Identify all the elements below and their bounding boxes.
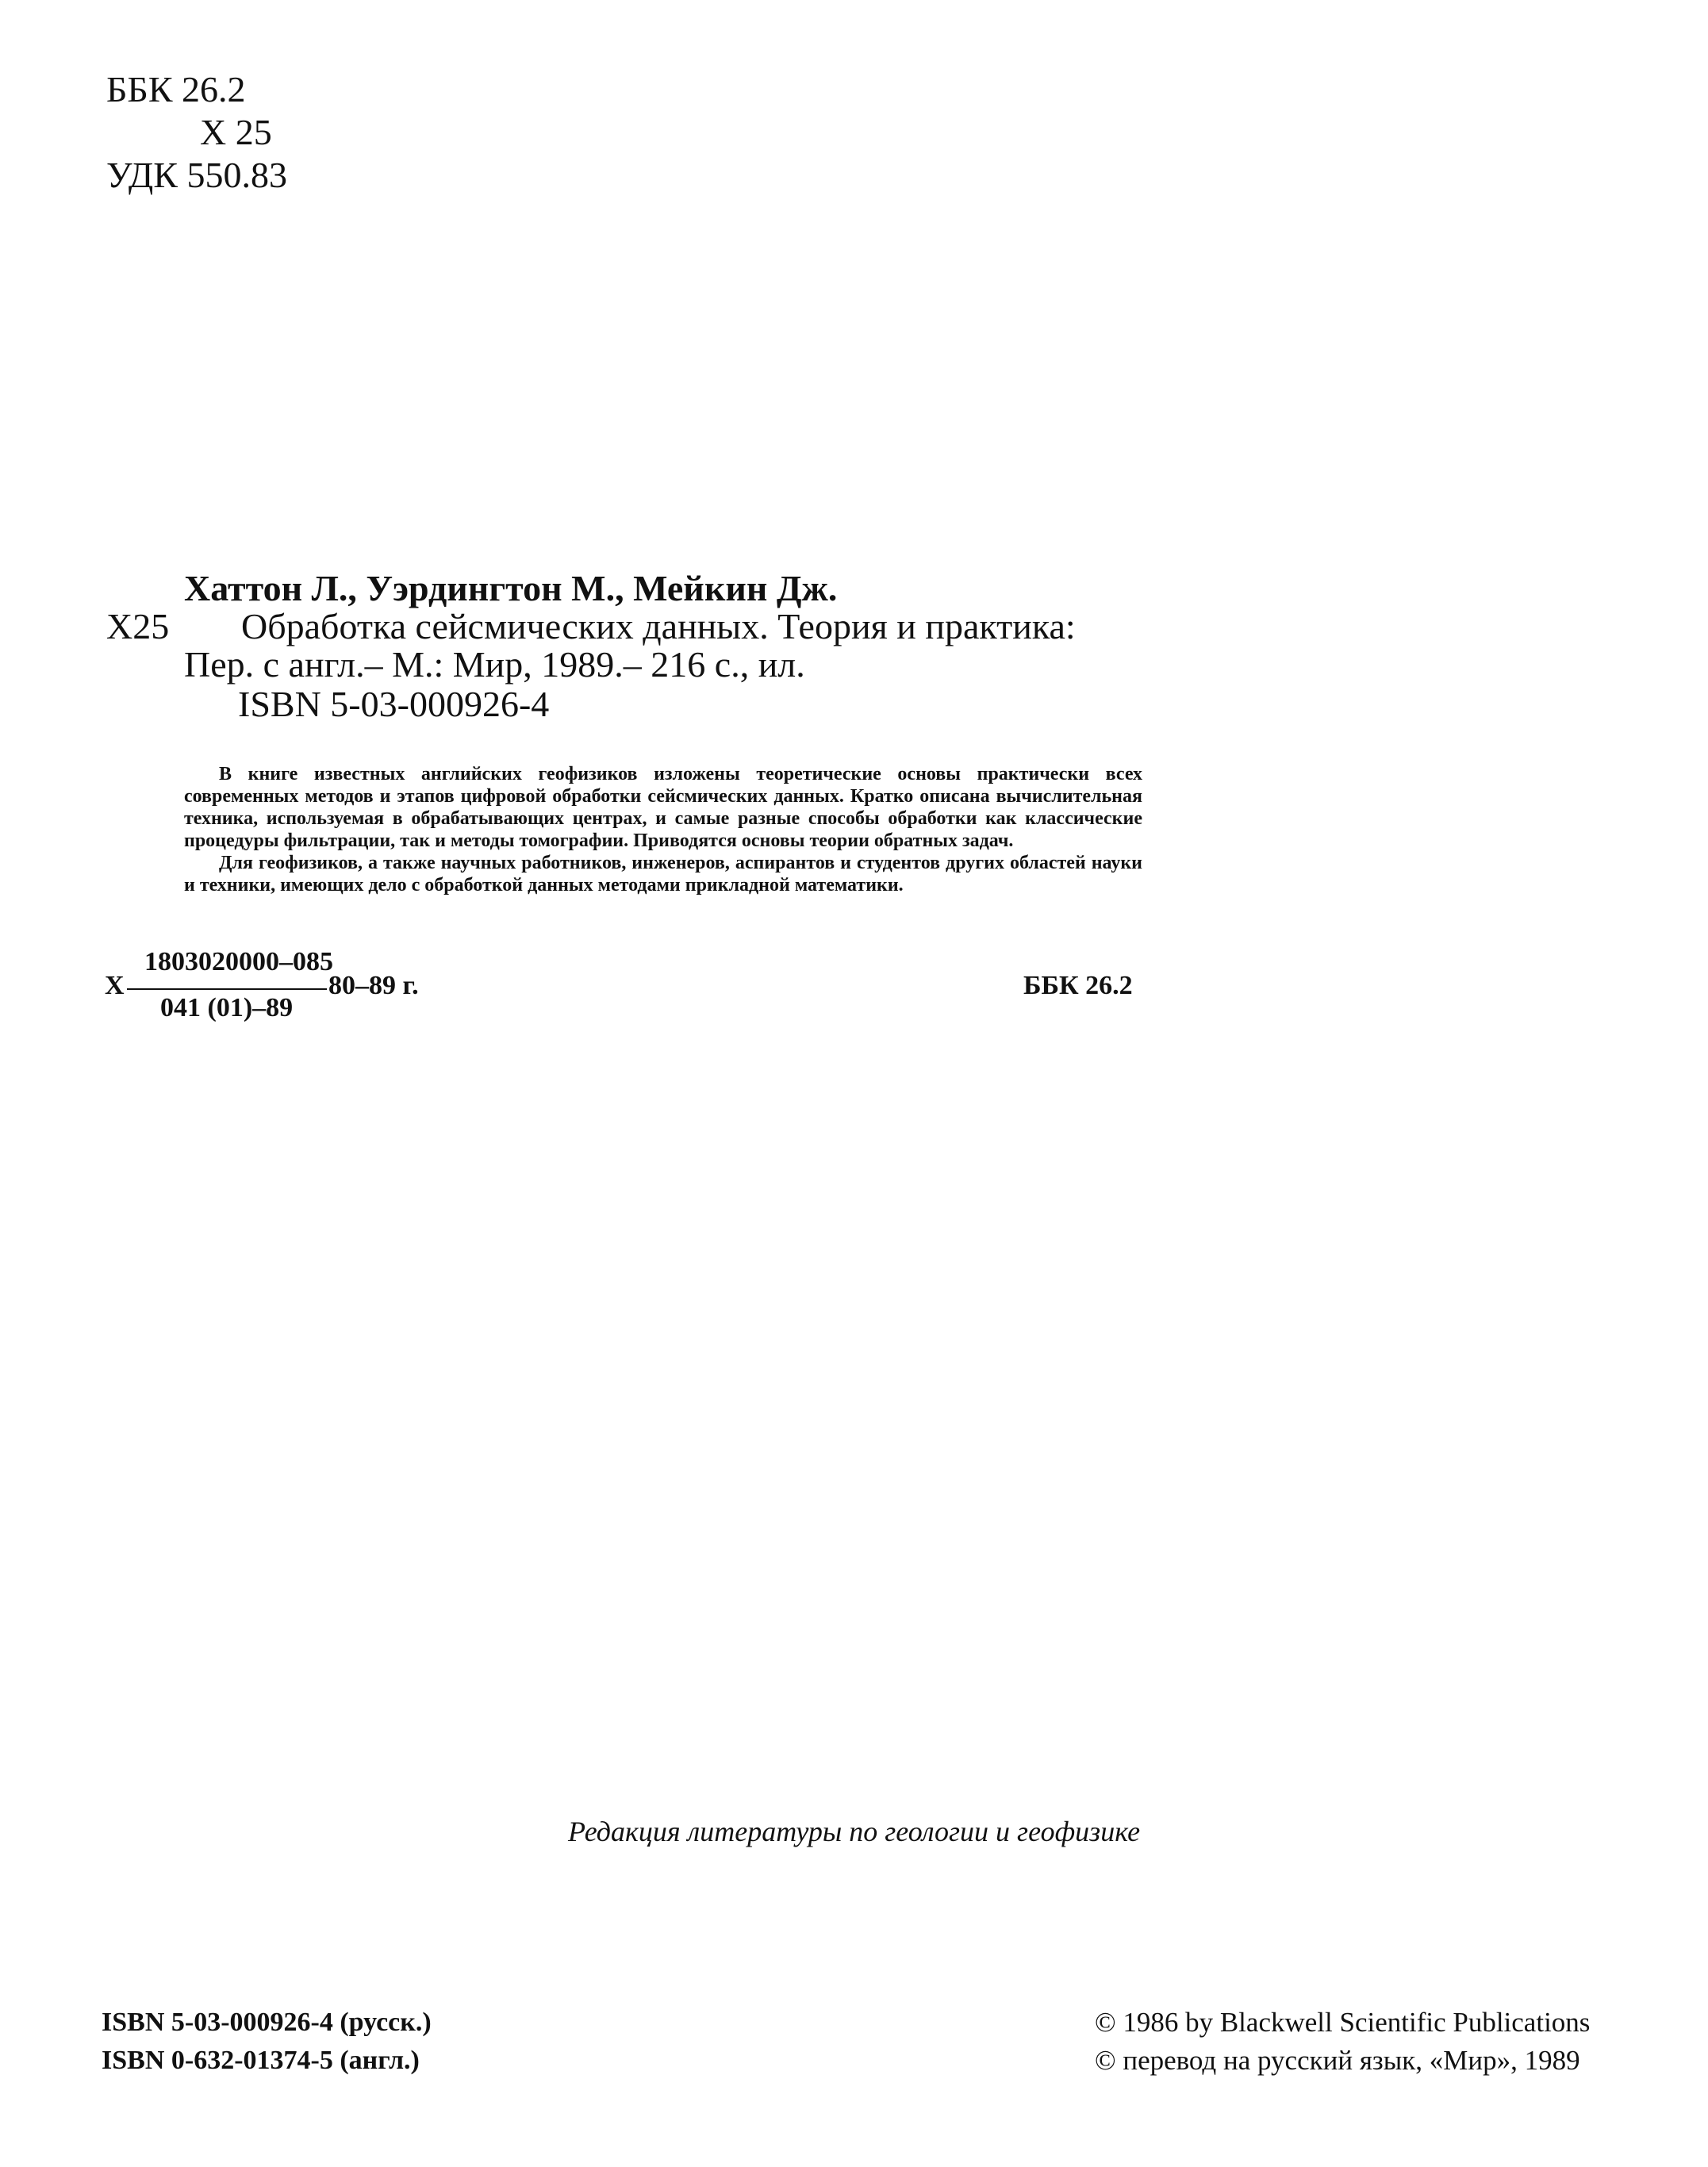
book-title: Обработка сейсмических данных. Теория и практика:	[241, 606, 1076, 646]
annotation	[184, 763, 1142, 896]
catalog-denominator: 041 (01)–89	[160, 993, 294, 1022]
author-mark: Х 25	[200, 112, 272, 152]
isbn-record: ISBN 5-03-000926-4	[238, 684, 550, 724]
copyright-original: © 1986 by Blackwell Scientific Publications	[1095, 2007, 1591, 2038]
editorial-office: Редакция литературы по геологии и геофизике	[568, 1816, 1141, 1847]
authors: Хаттон Л., Уэрдингтон М., Мейкин Дж.	[184, 568, 838, 608]
publication-info: Пер. с англ.– М.: Мир, 1989.– 216 с., ил.	[184, 644, 805, 685]
copyright-translation: © перевод на русский язык, «Мир», 1989	[1095, 2045, 1580, 2076]
catalog-year-code: 80–89 г.	[328, 971, 419, 1000]
isbn-russian: ISBN 5-03-000926-4 (русск.)	[102, 2008, 432, 2037]
annotation-paragraph-1: В книге известных английских геофизиков изложены теоретические основы практически всех современных методов и этапов цифровой обработки сейсмических данных. Кратко описана вычислительная техника, используемая в обрабатывающих центрах, и самые разные способы обработки как классические процедуры фильтрации, так и методы томографии. Приводятся основы теории обратных задач.	[184, 764, 1142, 851]
author-code: Х25	[106, 606, 170, 646]
catalog-bbk: ББК 26.2	[1023, 971, 1133, 1000]
isbn-english: ISBN 0-632-01374-5 (англ.)	[102, 2046, 420, 2075]
bbk-index: ББК 26.2	[106, 69, 246, 109]
catalog-letter: Х	[105, 971, 125, 1000]
fraction-bar	[127, 988, 327, 990]
catalog-numerator: 1803020000–085	[144, 947, 333, 976]
annotation-paragraph-2: Для геофизиков, а также научных работников, инженеров, аспирантов и студентов других областей науки и техники, имеющих дело с обработкой данных методами прикладной математики.	[184, 853, 1142, 896]
udk-index: УДК 550.83	[106, 155, 287, 195]
